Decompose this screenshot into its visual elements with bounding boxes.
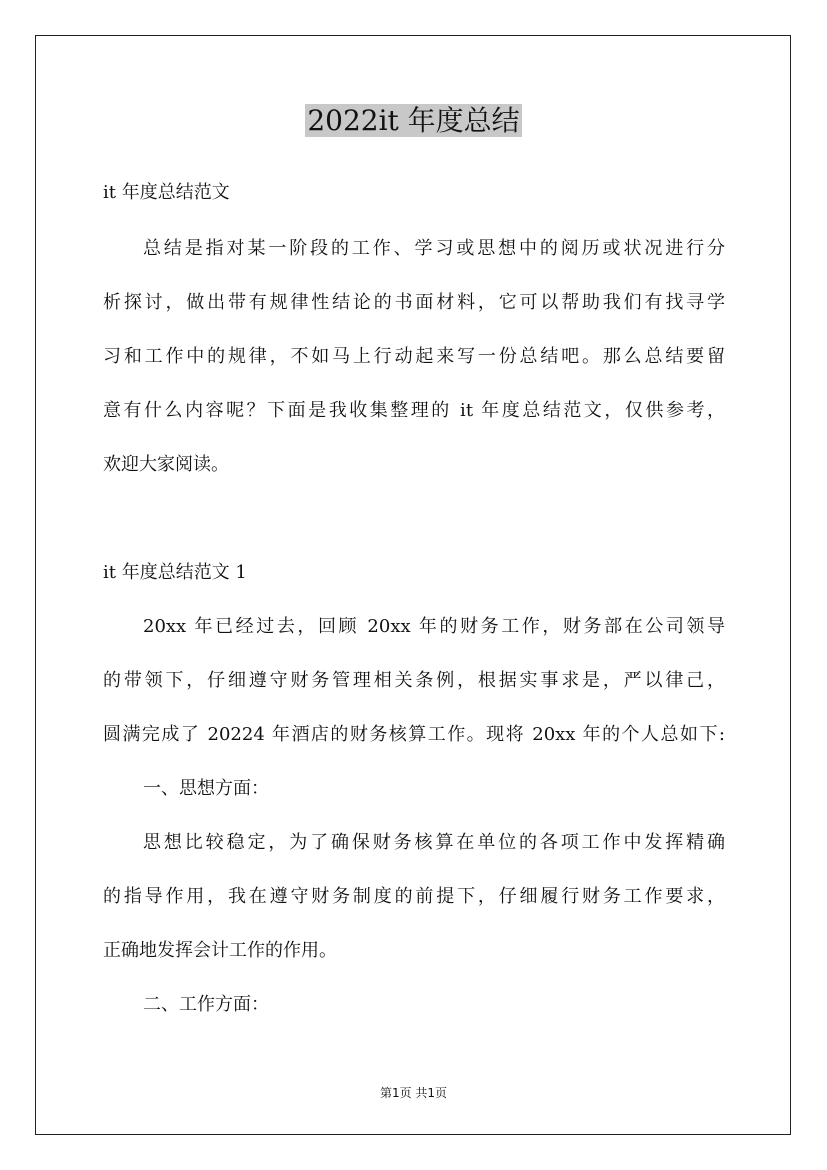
body-line-1: 20xx 年已经过去，回顾 20xx 年的财务工作，财务部在公司领导 (143, 616, 725, 637)
title-text: 2022it 年度总结 (307, 104, 520, 137)
body-line-3: 圆满完成了 20224 年酒店的财务核算工作。现将 20xx 年的个人总如下: (103, 724, 725, 745)
page-footer: 第1页 共1页 (379, 1086, 448, 1100)
intro-line-4: 意有什么内容呢？下面是我收集整理的 it 年度总结范文，仅供参考， (103, 400, 725, 421)
section-heading: it 年度总结范文 (103, 182, 230, 203)
article-heading: it 年度总结范文 1 (103, 562, 247, 583)
intro-line-3: 习和工作中的规律，不如马上行动起来写一份总结吧。那么总结要留 (103, 346, 725, 367)
intro-line-5: 欢迎大家阅读。 (103, 454, 229, 475)
document-title (0, 103, 827, 139)
subheading-work: 二、工作方面： (143, 994, 269, 1015)
intro-line-1: 总结是指对某一阶段的工作、学习或思想中的阅历或状况进行分 (143, 238, 725, 259)
intro-line-2: 析探讨，做出带有规律性结论的书面材料，它可以帮助我们有找寻学 (103, 292, 725, 313)
thought-line-2: 的指导作用，我在遵守财务制度的前提下，仔细履行财务工作要求， (103, 886, 725, 907)
subheading-thought: 一、思想方面： (143, 778, 269, 799)
thought-line-1: 思想比较稳定，为了确保财务核算在单位的各项工作中发挥精确 (143, 832, 725, 853)
body-line-2: 的带领下，仔细遵守财务管理相关条例，根据实事求是，严以律己， (103, 670, 725, 691)
thought-line-3: 正确地发挥会计工作的作用。 (103, 940, 337, 961)
